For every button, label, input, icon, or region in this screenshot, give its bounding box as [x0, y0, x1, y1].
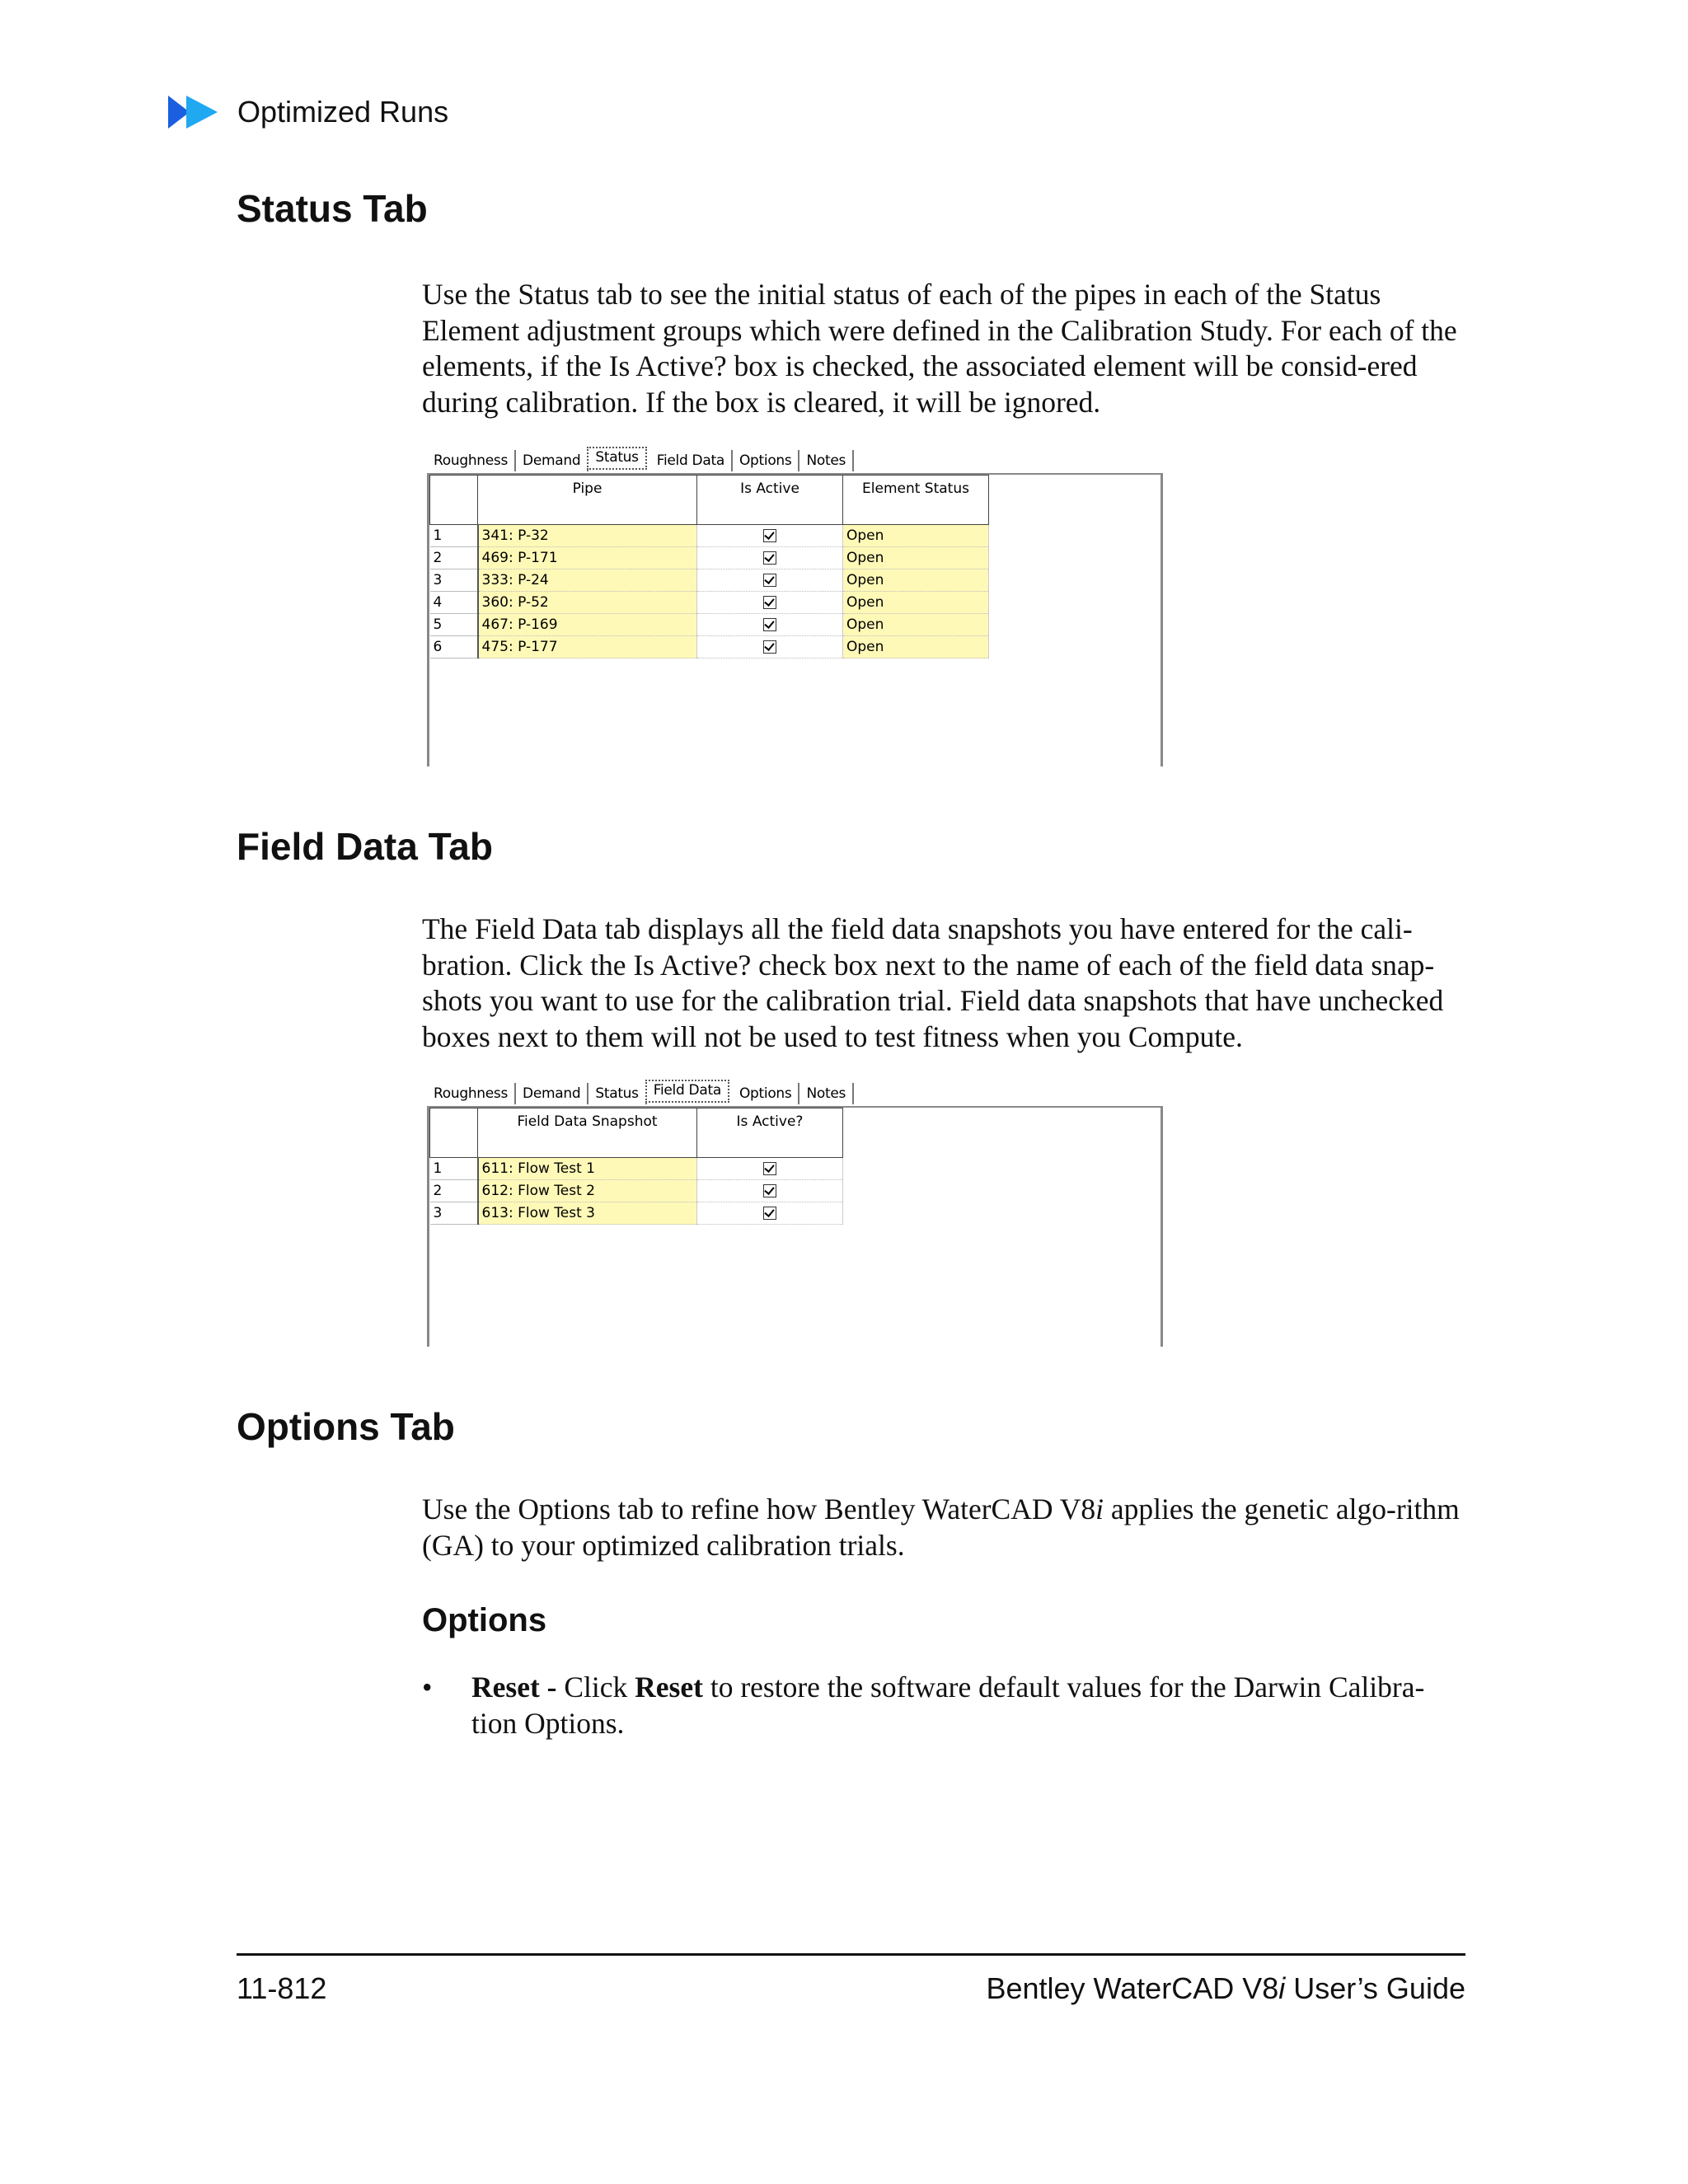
- is-active-cell[interactable]: [697, 1158, 843, 1180]
- tab-notes[interactable]: Notes: [799, 1083, 854, 1104]
- table-row[interactable]: [430, 636, 989, 658]
- row-number: 1: [430, 525, 478, 547]
- row-header-corner: [430, 1108, 478, 1158]
- bullet-marker: •: [422, 1671, 433, 1704]
- reset-bullet-text: [471, 1670, 1469, 1741]
- is-active-cell[interactable]: [697, 614, 843, 636]
- guide-title-post: User’s Guide: [1285, 1971, 1465, 2005]
- is-active-cell[interactable]: [697, 636, 843, 658]
- options-tab-heading: Options Tab: [237, 1405, 455, 1448]
- options-tab-paragraph: [422, 1492, 1469, 1563]
- options-paragraph-post: applies the genetic algo-rithm (GA) to your optimized calibration trials.: [422, 1493, 1460, 1562]
- row-header-corner: [430, 476, 478, 525]
- checkbox-checked-icon[interactable]: [763, 529, 776, 542]
- table-row[interactable]: [430, 547, 989, 569]
- checkbox-checked-icon[interactable]: [763, 1162, 776, 1175]
- tab-demand[interactable]: Demand: [516, 450, 588, 471]
- is-active-cell[interactable]: [697, 547, 843, 569]
- column-header-is-active[interactable]: Is Active: [697, 476, 843, 525]
- tab-field-data[interactable]: Field Data: [645, 1080, 729, 1103]
- row-number: 2: [430, 1180, 478, 1202]
- element-status-cell[interactable]: Open: [843, 636, 989, 658]
- status-grid-header: [430, 476, 989, 525]
- table-row[interactable]: [430, 569, 989, 592]
- snapshot-cell[interactable]: 612: Flow Test 2: [478, 1180, 697, 1202]
- tab-roughness[interactable]: Roughness: [427, 450, 516, 471]
- element-status-cell[interactable]: Open: [843, 592, 989, 614]
- row-number: 3: [430, 1202, 478, 1225]
- status-tabstrip: [427, 447, 854, 471]
- tab-status[interactable]: Status: [588, 1083, 646, 1104]
- element-status-cell[interactable]: Open: [843, 525, 989, 547]
- field-data-tab-screenshot: [427, 1080, 1160, 1347]
- row-number: 1: [430, 1158, 478, 1180]
- checkbox-checked-icon[interactable]: [763, 551, 776, 565]
- status-grid-frame: [427, 473, 1163, 766]
- tab-notes[interactable]: Notes: [799, 450, 854, 471]
- table-row[interactable]: [430, 592, 989, 614]
- guide-title-italic: i: [1278, 1971, 1286, 2005]
- table-row[interactable]: [430, 1158, 843, 1180]
- is-active-cell[interactable]: [697, 569, 843, 592]
- is-active-cell[interactable]: [697, 1202, 843, 1225]
- checkbox-checked-icon[interactable]: [763, 618, 776, 631]
- is-active-cell[interactable]: [697, 592, 843, 614]
- status-tab-paragraph: Use the Status tab to see the initial status of each of the pipes in each of the Status Element adjustment groups which were defined in the Calibration Study. For each of the elements, if the Is Active? box is checked, the associated element will be consid-ered during calibration. If the box is cleared, it will be ignored.: [422, 278, 1457, 419]
- checkbox-checked-icon[interactable]: [763, 640, 776, 654]
- checkbox-checked-icon[interactable]: [763, 1184, 776, 1197]
- table-row[interactable]: [430, 1180, 843, 1202]
- reset-post: to restore the software default values for the Darwin Calibra-tion Options.: [471, 1671, 1425, 1740]
- checkbox-checked-icon[interactable]: [763, 574, 776, 587]
- snapshot-cell[interactable]: 611: Flow Test 1: [478, 1158, 697, 1180]
- row-number: 2: [430, 547, 478, 569]
- element-status-cell[interactable]: Open: [843, 569, 989, 592]
- checkbox-checked-icon[interactable]: [763, 1207, 776, 1220]
- guide-title: [986, 1971, 1465, 2006]
- reset-term: Reset -: [471, 1671, 557, 1704]
- row-number: 5: [430, 614, 478, 636]
- table-row[interactable]: [430, 525, 989, 547]
- header-title: Optimized Runs: [237, 95, 449, 129]
- table-row[interactable]: [430, 1202, 843, 1225]
- pipe-cell[interactable]: 467: P-169: [478, 614, 697, 636]
- running-header: [168, 87, 448, 137]
- guide-title-pre: Bentley WaterCAD V8: [986, 1971, 1279, 2005]
- is-active-cell[interactable]: [697, 525, 843, 547]
- snapshot-cell[interactable]: 613: Flow Test 3: [478, 1202, 697, 1225]
- column-header-is-active[interactable]: Is Active?: [697, 1108, 843, 1158]
- pipe-cell[interactable]: 341: P-32: [478, 525, 697, 547]
- reset-pre: Click: [556, 1671, 635, 1704]
- column-header-pipe[interactable]: Pipe: [478, 476, 697, 525]
- field-data-tab-heading: Field Data Tab: [237, 825, 493, 868]
- table-row[interactable]: [430, 614, 989, 636]
- tab-options[interactable]: Options: [733, 1083, 800, 1104]
- options-paragraph-italic: i: [1095, 1493, 1104, 1526]
- reset-bold: Reset: [635, 1671, 703, 1704]
- row-number: 4: [430, 592, 478, 614]
- pipe-cell[interactable]: 333: P-24: [478, 569, 697, 592]
- status-tab-heading: Status Tab: [237, 187, 428, 230]
- status-grid: [429, 475, 989, 658]
- column-header-field-data-snapshot[interactable]: Field Data Snapshot: [478, 1108, 697, 1158]
- checkbox-checked-icon[interactable]: [763, 596, 776, 609]
- row-number: 3: [430, 569, 478, 592]
- row-number: 6: [430, 636, 478, 658]
- field-data-grid: [429, 1108, 843, 1225]
- pipe-cell[interactable]: 475: P-177: [478, 636, 697, 658]
- field-data-grid-header: [430, 1108, 843, 1158]
- tab-roughness[interactable]: Roughness: [427, 1083, 516, 1104]
- options-subheading: Options: [422, 1602, 547, 1638]
- column-header-element-status[interactable]: Element Status: [843, 476, 989, 525]
- field-data-grid-frame: [427, 1106, 1163, 1347]
- tab-status[interactable]: Status: [587, 447, 646, 470]
- field-data-tabstrip: [427, 1080, 854, 1104]
- options-paragraph-pre: Use the Options tab to refine how Bentley WaterCAD V8: [422, 1493, 1096, 1526]
- is-active-cell[interactable]: [697, 1180, 843, 1202]
- element-status-cell[interactable]: Open: [843, 547, 989, 569]
- double-arrow-icon: [168, 94, 221, 130]
- pipe-cell[interactable]: 360: P-52: [478, 592, 697, 614]
- page-number: 11-812: [237, 1971, 327, 2005]
- element-status-cell[interactable]: Open: [843, 614, 989, 636]
- field-data-tab-paragraph: The Field Data tab displays all the field data snapshots you have entered for the cali-bration. Click the Is Active? check box next to the name of each of the field data snap-shots you want to use for the calibration trial. Field data snapshots that have unchecked boxes next to them will not be used to test fitness when you Compute.: [422, 912, 1444, 1053]
- pipe-cell[interactable]: 469: P-171: [478, 547, 697, 569]
- tab-options[interactable]: Options: [733, 450, 800, 471]
- tab-field-data[interactable]: Field Data: [650, 450, 733, 471]
- status-tab-screenshot: [427, 447, 1160, 766]
- footer-rule: [237, 1953, 1465, 1956]
- tab-demand[interactable]: Demand: [516, 1083, 588, 1104]
